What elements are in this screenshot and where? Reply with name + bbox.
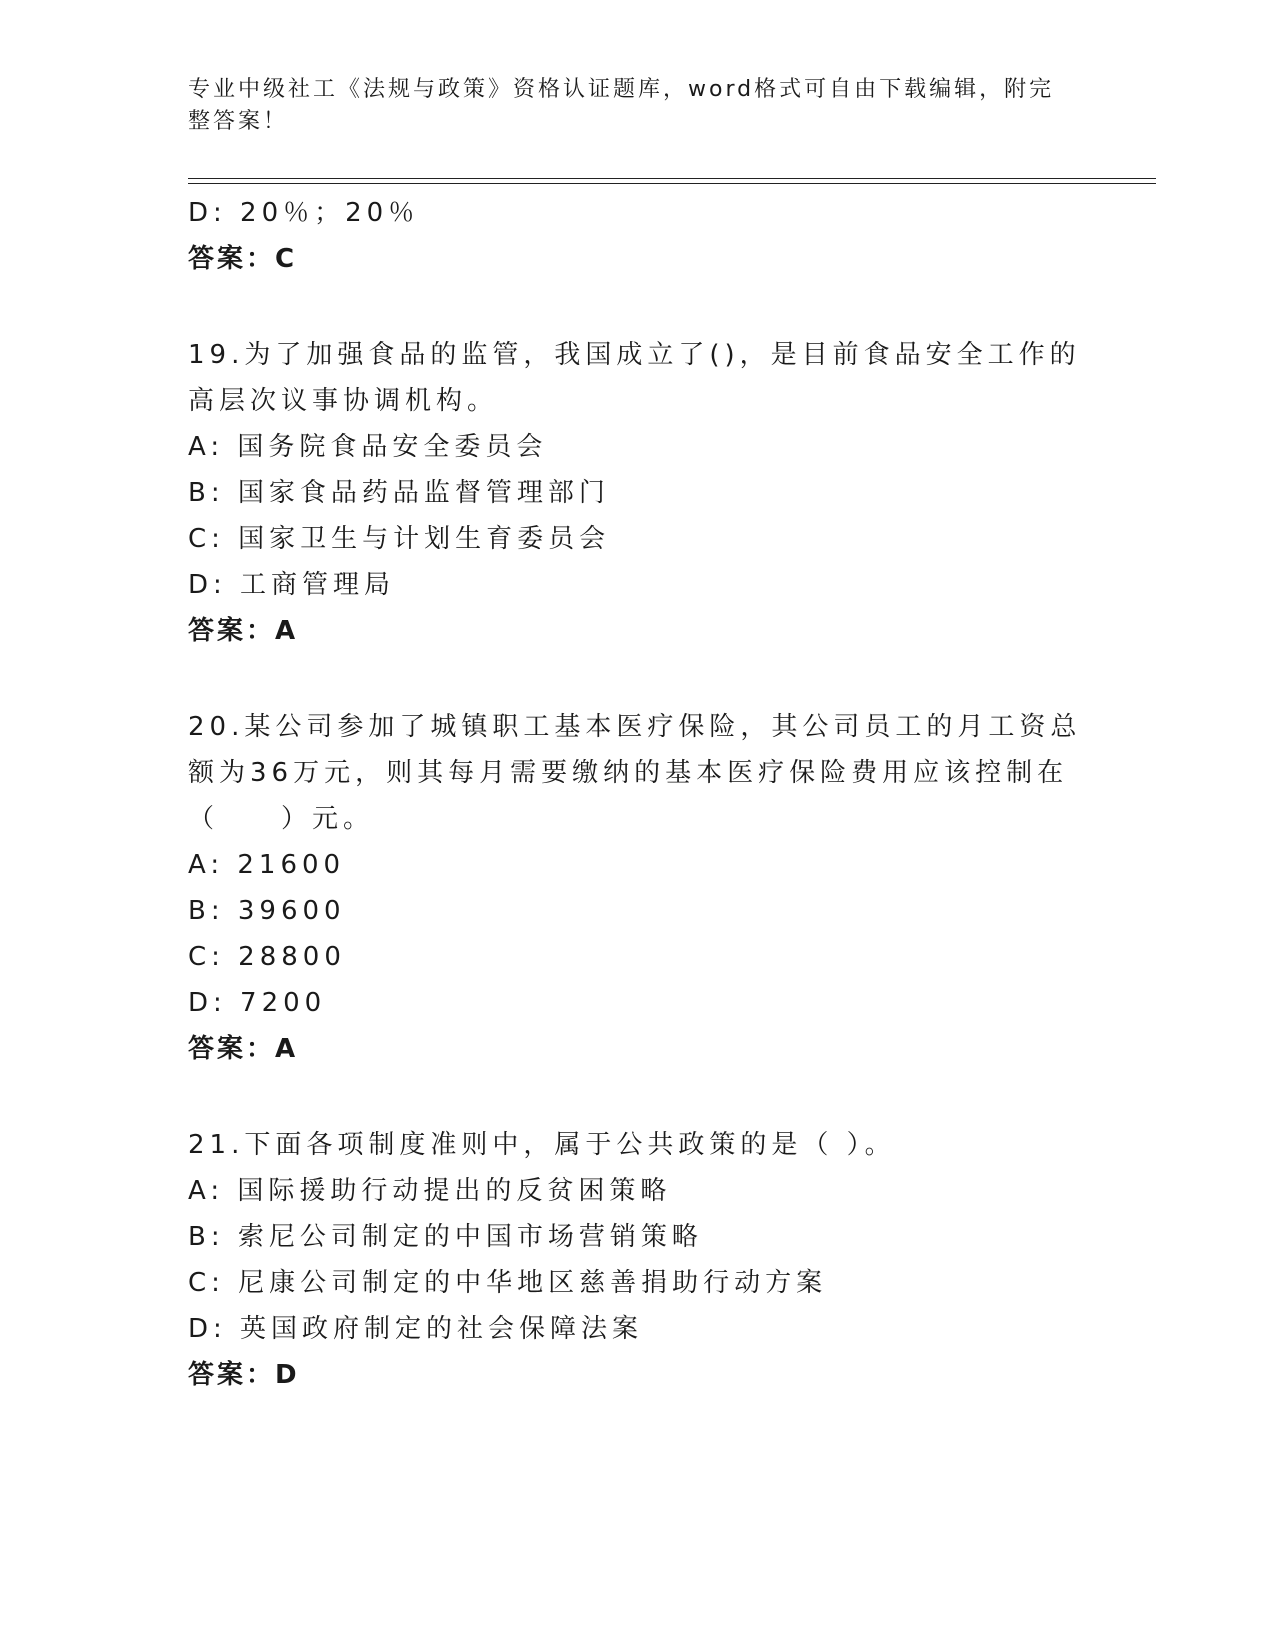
option-a: A: 国务院食品安全委员会	[188, 432, 548, 462]
question-text: 21.下面各项制度准则中，属于公共政策的是（ ）。	[188, 1130, 896, 1160]
option-c: C: 28800	[188, 942, 346, 972]
header-divider	[188, 178, 1156, 184]
option-a: A: 21600	[188, 850, 346, 880]
prev-option-d: D: 20％；20％	[188, 198, 420, 228]
answer: 答案：D	[188, 1360, 300, 1390]
option-c: C: 尼康公司制定的中华地区慈善捐助行动方案	[188, 1268, 828, 1298]
option-d: D: 工商管理局	[188, 570, 396, 600]
option-d: D: 7200	[188, 988, 327, 1018]
question-text: 20.某公司参加了城镇职工基本医疗保险，其公司员工的月工资总额为36万元，则其每月需要缴纳的基本医疗保险费用应该控制在（ ）元。	[188, 712, 1082, 834]
page-header: 专业中级社工《法规与政策》资格认证题库，word格式可自由下载编辑，附完整答案！	[188, 77, 1055, 134]
prev-answer: 答案：C	[188, 244, 298, 274]
question-text: 19.为了加强食品的监管，我国成立了()，是目前食品安全工作的高层次议事协调机构。	[188, 340, 1081, 416]
question-21	[188, 1122, 1088, 1398]
question-19	[188, 332, 1088, 654]
question-list	[188, 190, 1088, 1398]
option-a: A: 国际援助行动提出的反贫困策略	[188, 1176, 672, 1206]
answer: 答案：A	[188, 1034, 299, 1064]
option-b: B: 国家食品药品监督管理部门	[188, 478, 610, 508]
option-c: C: 国家卫生与计划生育委员会	[188, 524, 611, 554]
question-20	[188, 704, 1088, 1072]
option-b: B: 39600	[188, 896, 346, 926]
option-b: B: 索尼公司制定的中国市场营销策略	[188, 1222, 703, 1252]
option-d: D: 英国政府制定的社会保障法案	[188, 1314, 644, 1344]
answer: 答案：A	[188, 616, 299, 646]
